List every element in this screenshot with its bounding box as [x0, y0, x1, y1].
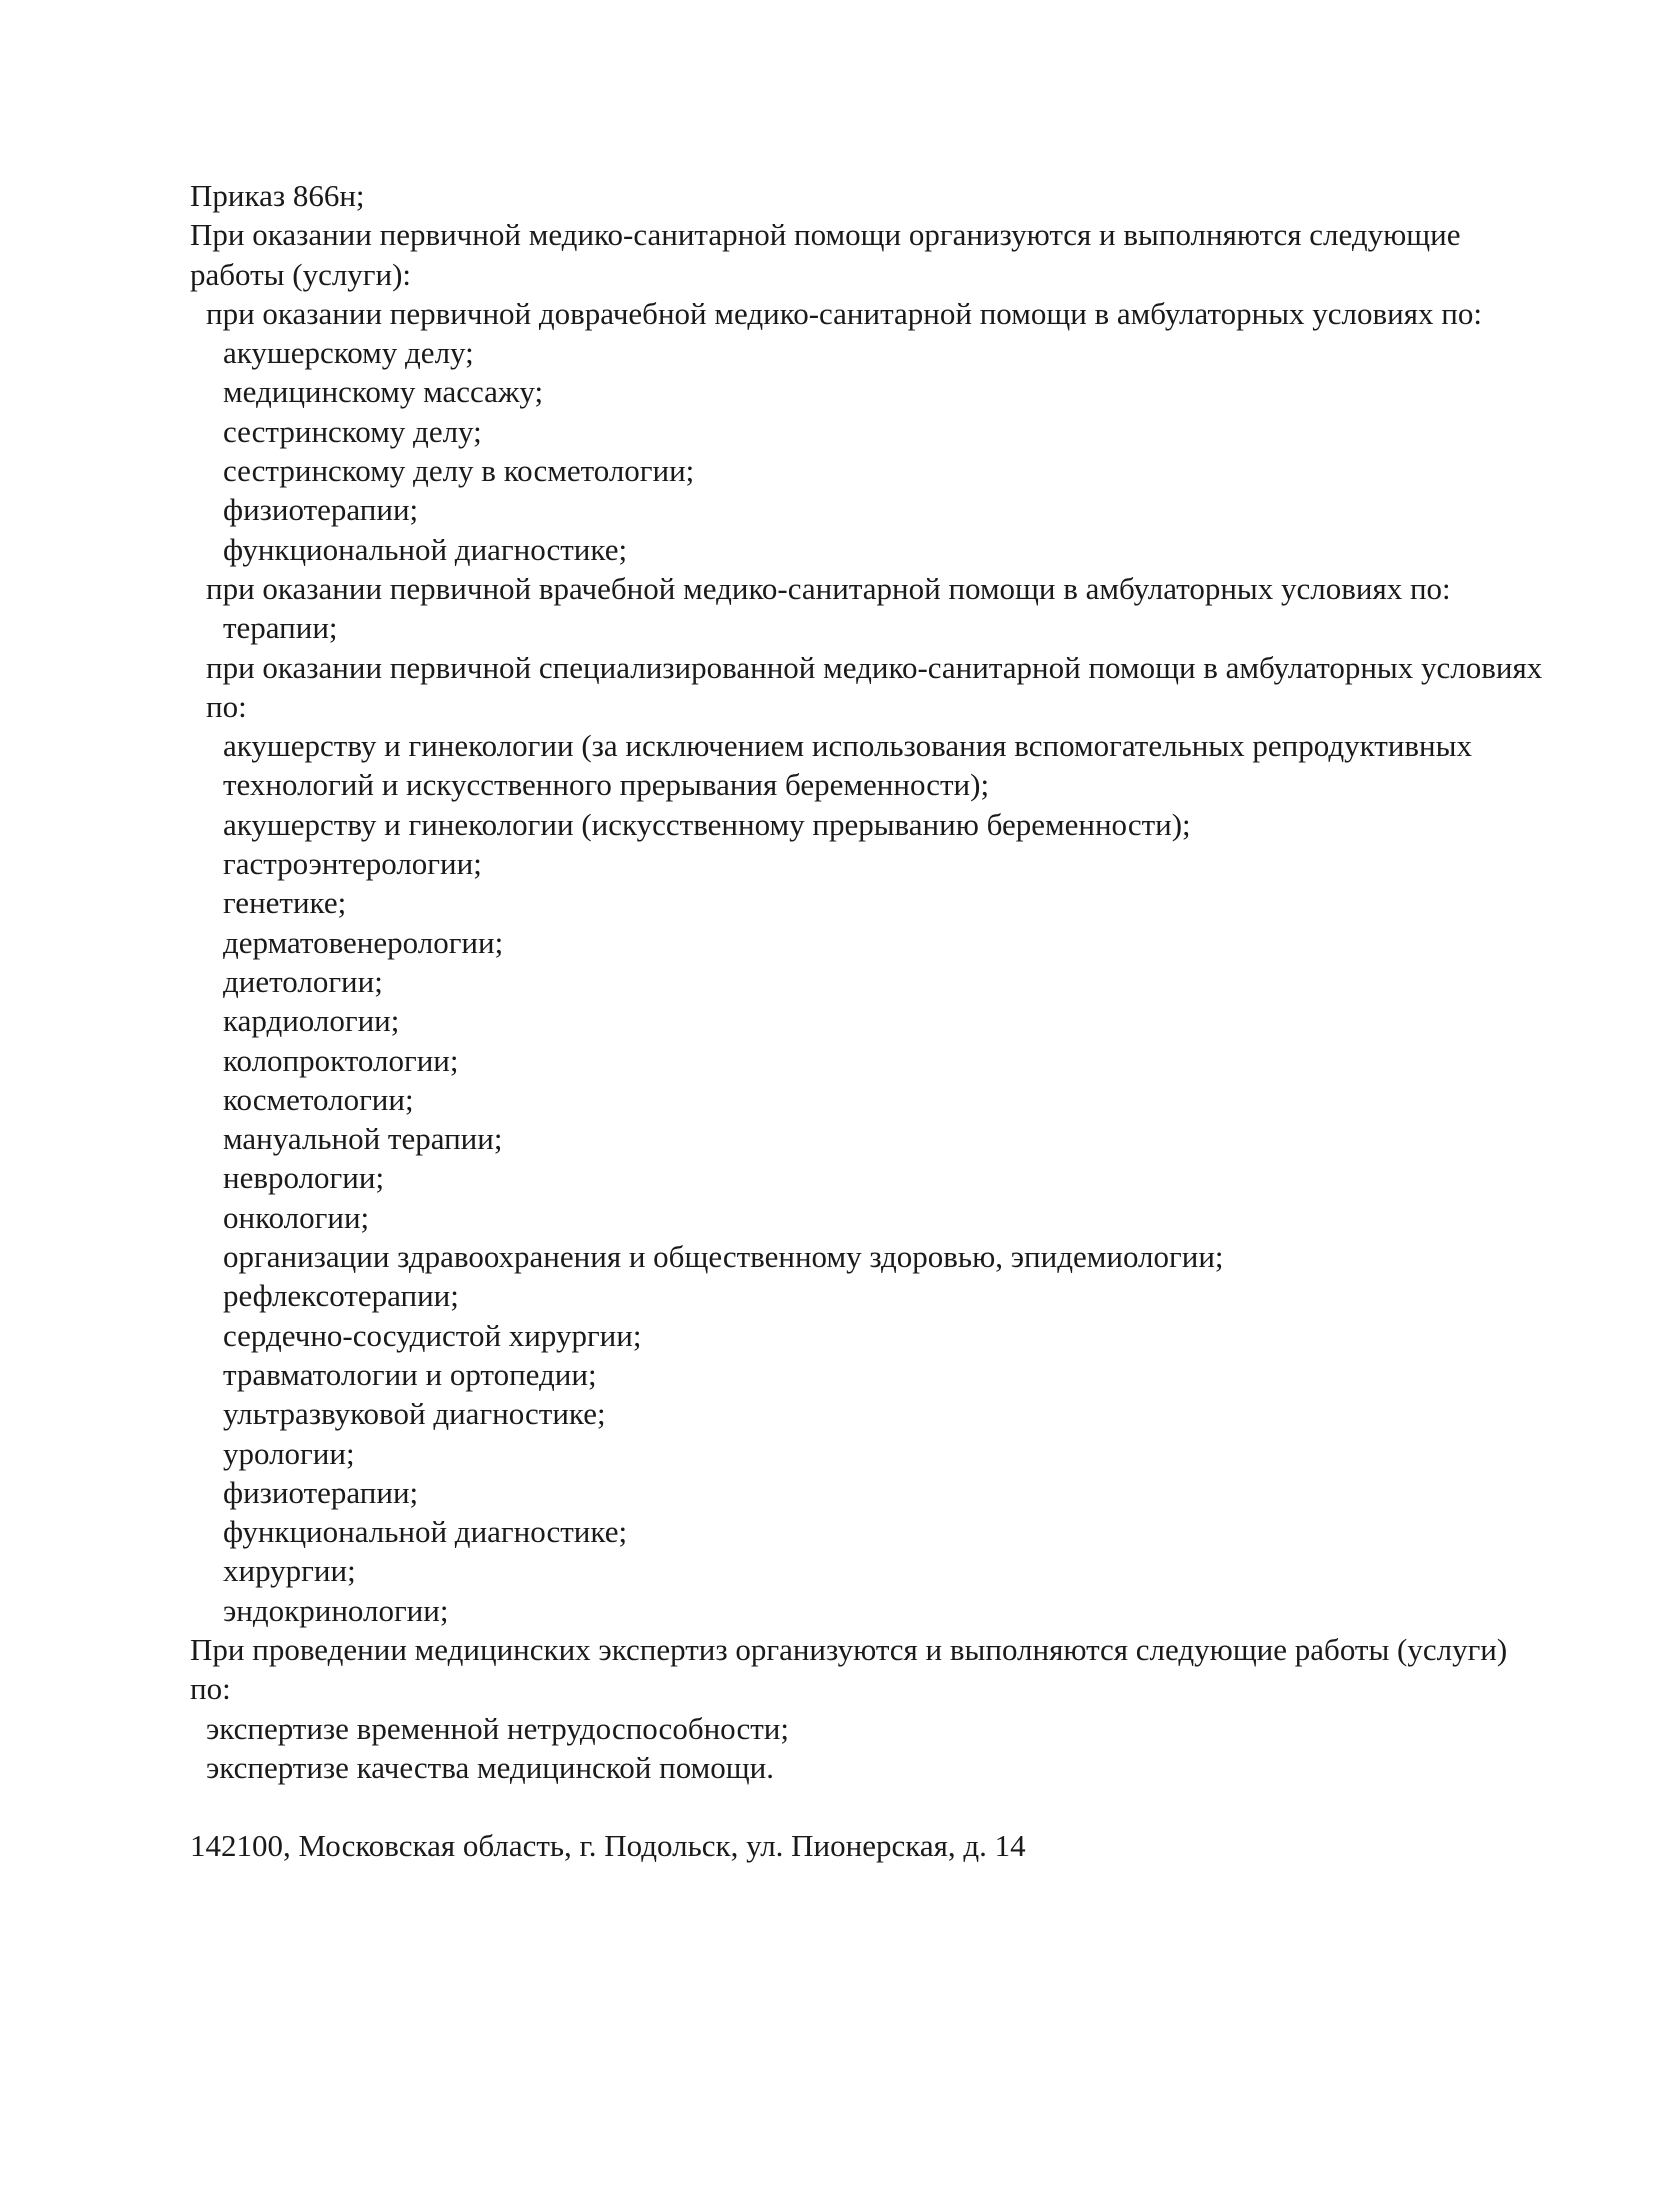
address: 142100, Московская область, г. Подольск, ул. Пионерская, д. 14: [190, 1828, 1026, 1864]
list-item: терапии;: [223, 610, 338, 646]
list-item: физиотерапии;: [223, 1474, 419, 1510]
list-item: сердечно-сосудистой хирургии;: [223, 1317, 642, 1353]
doctor-heading: при оказании первичной врачебной медико-санитарной помощи в амбулаторных условиях по:: [206, 570, 1451, 606]
list-item: гастроэнтерологии;: [223, 846, 482, 882]
list-item: эндокринологии;: [223, 1592, 449, 1628]
list-item: ультразвуковой диагностике;: [223, 1396, 606, 1432]
list-item: кардиологии;: [223, 1003, 400, 1039]
list-item: организации здравоохранения и общественному здоровью, эпидемиологии;: [223, 1239, 1224, 1275]
expertise-intro: При проведении медицинских экспертиз организуются и выполняются следующие работы (услуги) по:: [190, 1631, 1508, 1707]
paragraph-gap: [190, 1787, 1550, 1826]
list-item: экспертизе временной нетрудоспособности;: [206, 1710, 789, 1746]
list-item: генетике;: [223, 885, 347, 921]
document-body: [190, 176, 1550, 1866]
list-item: неврологии;: [223, 1160, 385, 1196]
list-item: колопроктологии;: [223, 1042, 459, 1078]
list-item: диетологии;: [223, 963, 383, 999]
list-item: урологии;: [223, 1435, 355, 1471]
list-item: функциональной диагностике;: [223, 531, 628, 567]
list-item: рефлексотерапии;: [223, 1278, 459, 1314]
list-item: экспертизе качества медицинской помощи.: [206, 1749, 774, 1785]
list-item: хирургии;: [223, 1553, 356, 1589]
list-item: мануальной терапии;: [223, 1121, 503, 1157]
list-item: физиотерапии;: [223, 492, 419, 528]
specialized-heading: при оказании первичной специализированной медико-санитарной помощи в амбулаторных условиях по:: [206, 649, 1543, 724]
list-item: акушерству и гинекологии (за исключением использования вспомогательных репродуктивных технологий и искусственного прерывания беременности);: [223, 728, 1472, 803]
list-item: онкологии;: [223, 1199, 370, 1235]
pre-doctor-heading: при оказании первичной доврачебной медико-санитарной помощи в амбулаторных условиях по:: [206, 295, 1482, 331]
list-item: акушерскому делу;: [223, 335, 474, 371]
list-item: травматологии и ортопедии;: [223, 1356, 597, 1392]
expertise-list: [190, 1709, 1550, 1788]
list-item: сестринскому делу;: [223, 413, 482, 449]
primary-care-intro: При оказании первичной медико-санитарной помощи организуются и выполняются следующие работы (услуги):: [190, 217, 1461, 292]
list-item: медицинскому массажу;: [223, 374, 544, 410]
list-item: косметологии;: [223, 1081, 414, 1117]
specialized-list: [190, 726, 1550, 1630]
list-item: сестринскому делу в косметологии;: [223, 453, 695, 489]
doctor-list: [190, 608, 1550, 647]
pre-doctor-list: [190, 333, 1550, 569]
order-title: Приказ 866н;: [190, 178, 365, 213]
list-item: функциональной диагностике;: [223, 1514, 628, 1550]
list-item: акушерству и гинекологии (искусственному прерыванию беременности);: [223, 806, 1191, 842]
list-item: дерматовенерологии;: [223, 924, 504, 960]
